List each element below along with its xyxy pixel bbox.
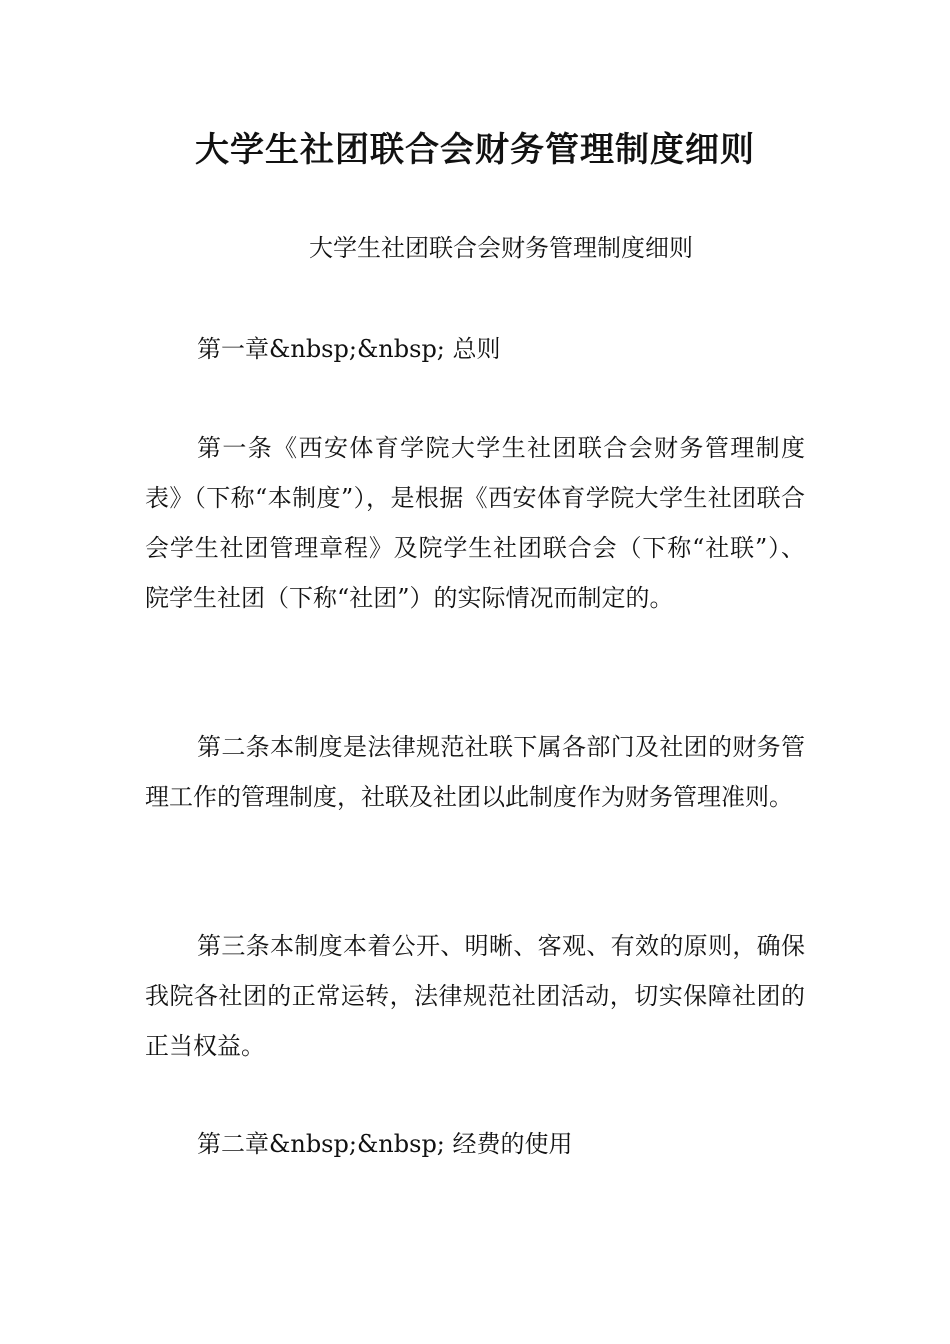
article-2-paragraph: 第二条本制度是法律规范社联下属各部门及社团的财务管理工作的管理制度，社联及社团以此制度作为财务管理准则。 — [145, 733, 805, 811]
article-3-paragraph: 第三条本制度本着公开、明晰、客观、有效的原则，确保我院各社团的正常运转，法律规范社团活动，切实保障社团的正当权益。 — [145, 932, 805, 1060]
chapter-2-heading: 第二章&nbsp;&nbsp; 经费的使用 — [197, 1130, 573, 1158]
chapter-1-heading: 第一章&nbsp;&nbsp; 总则 — [197, 335, 501, 363]
document-title: 大学生社团联合会财务管理制度细则 — [195, 130, 755, 170]
document-subtitle: 大学生社团联合会财务管理制度细则 — [309, 234, 693, 262]
article-1-paragraph: 第一条《西安体育学院大学生社团联合会财务管理制度表》（下称“本制度”），是根据《西安体育学院大学生社团联合会学生社团管理章程》及院学生社团联合会（下称“社联”）、院学生社团（下称“社团”）的实际情况而制定的。 — [145, 434, 805, 612]
